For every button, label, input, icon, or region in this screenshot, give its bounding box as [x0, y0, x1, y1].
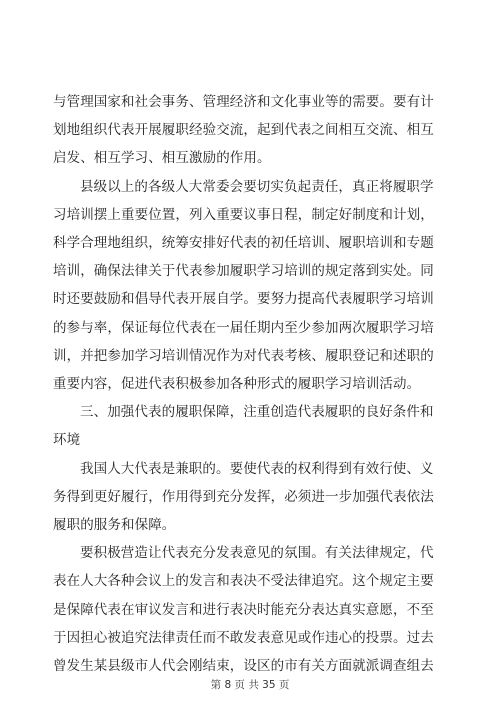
- text-line: 训，并把参加学习培训情况作为对代表考核、履职登记和述职的: [53, 347, 434, 364]
- text-line: 重要内容，促进代表积极参加各种形式的履职学习培训活动。: [53, 376, 421, 392]
- section-heading-line: 环境: [53, 432, 81, 449]
- text-line: 培训，确保法律关于代表参加履职学习培训的规定落到实处。同: [53, 263, 434, 280]
- text-line: 与管理国家和社会事务、管理经济和文化事业等的需要。要有计: [53, 94, 434, 110]
- text-line: 启发、相互学习、相互激励的作用。: [53, 150, 271, 167]
- text-line: 于因担心被追究法律责任而不敢发表意见或作违心的投票。过去: [53, 629, 434, 646]
- section-heading-line: 三、加强代表的履职保障，注重创造代表履职的良好条件和: [80, 404, 434, 421]
- text-line: 是保障代表在审议发言和进行表决时能充分表达真实意愿，不至: [53, 601, 434, 618]
- paragraph-start-line: 县级以上的各级人大常委会要切实负起责任，真正将履职学: [80, 178, 434, 195]
- page-number-footer: 第 8 页 共 35 页: [210, 679, 290, 691]
- text-line: 的参与率，保证每位代表在一届任期内至少参加两次履职学习培: [53, 319, 434, 336]
- text-line: 时还要鼓励和倡导代表开展自学。要努力提高代表履职学习培训: [53, 291, 434, 308]
- paragraph-start-line: 要积极营造让代表充分发表意见的氛围。有关法律规定，代: [80, 545, 434, 562]
- text-line: 习培训摆上重要位置，列入重要议事日程，制定好制度和计划，: [53, 206, 434, 223]
- text-line: 表在人大各种会议上的发言和表决不受法律追究。这个规定主要: [53, 573, 434, 590]
- text-line: 曾发生某县级市人代会刚结束，设区的市有关方面就派调查组去: [53, 658, 434, 674]
- text-line: 务得到更好履行，作用得到充分发挥，必须进一步加强代表依法: [53, 488, 434, 505]
- paragraph-start-line: 我国人大代表是兼职的。要使代表的权利得到有效行使、义: [80, 460, 434, 477]
- text-line: 履职的服务和保障。: [53, 517, 176, 533]
- text-line: 科学合理地组织，统筹安排好代表的初任培训、履职培训和专题: [53, 235, 434, 251]
- text-line: 划地组织代表开展履职经验交流，起到代表之间相互交流、相互: [53, 122, 434, 139]
